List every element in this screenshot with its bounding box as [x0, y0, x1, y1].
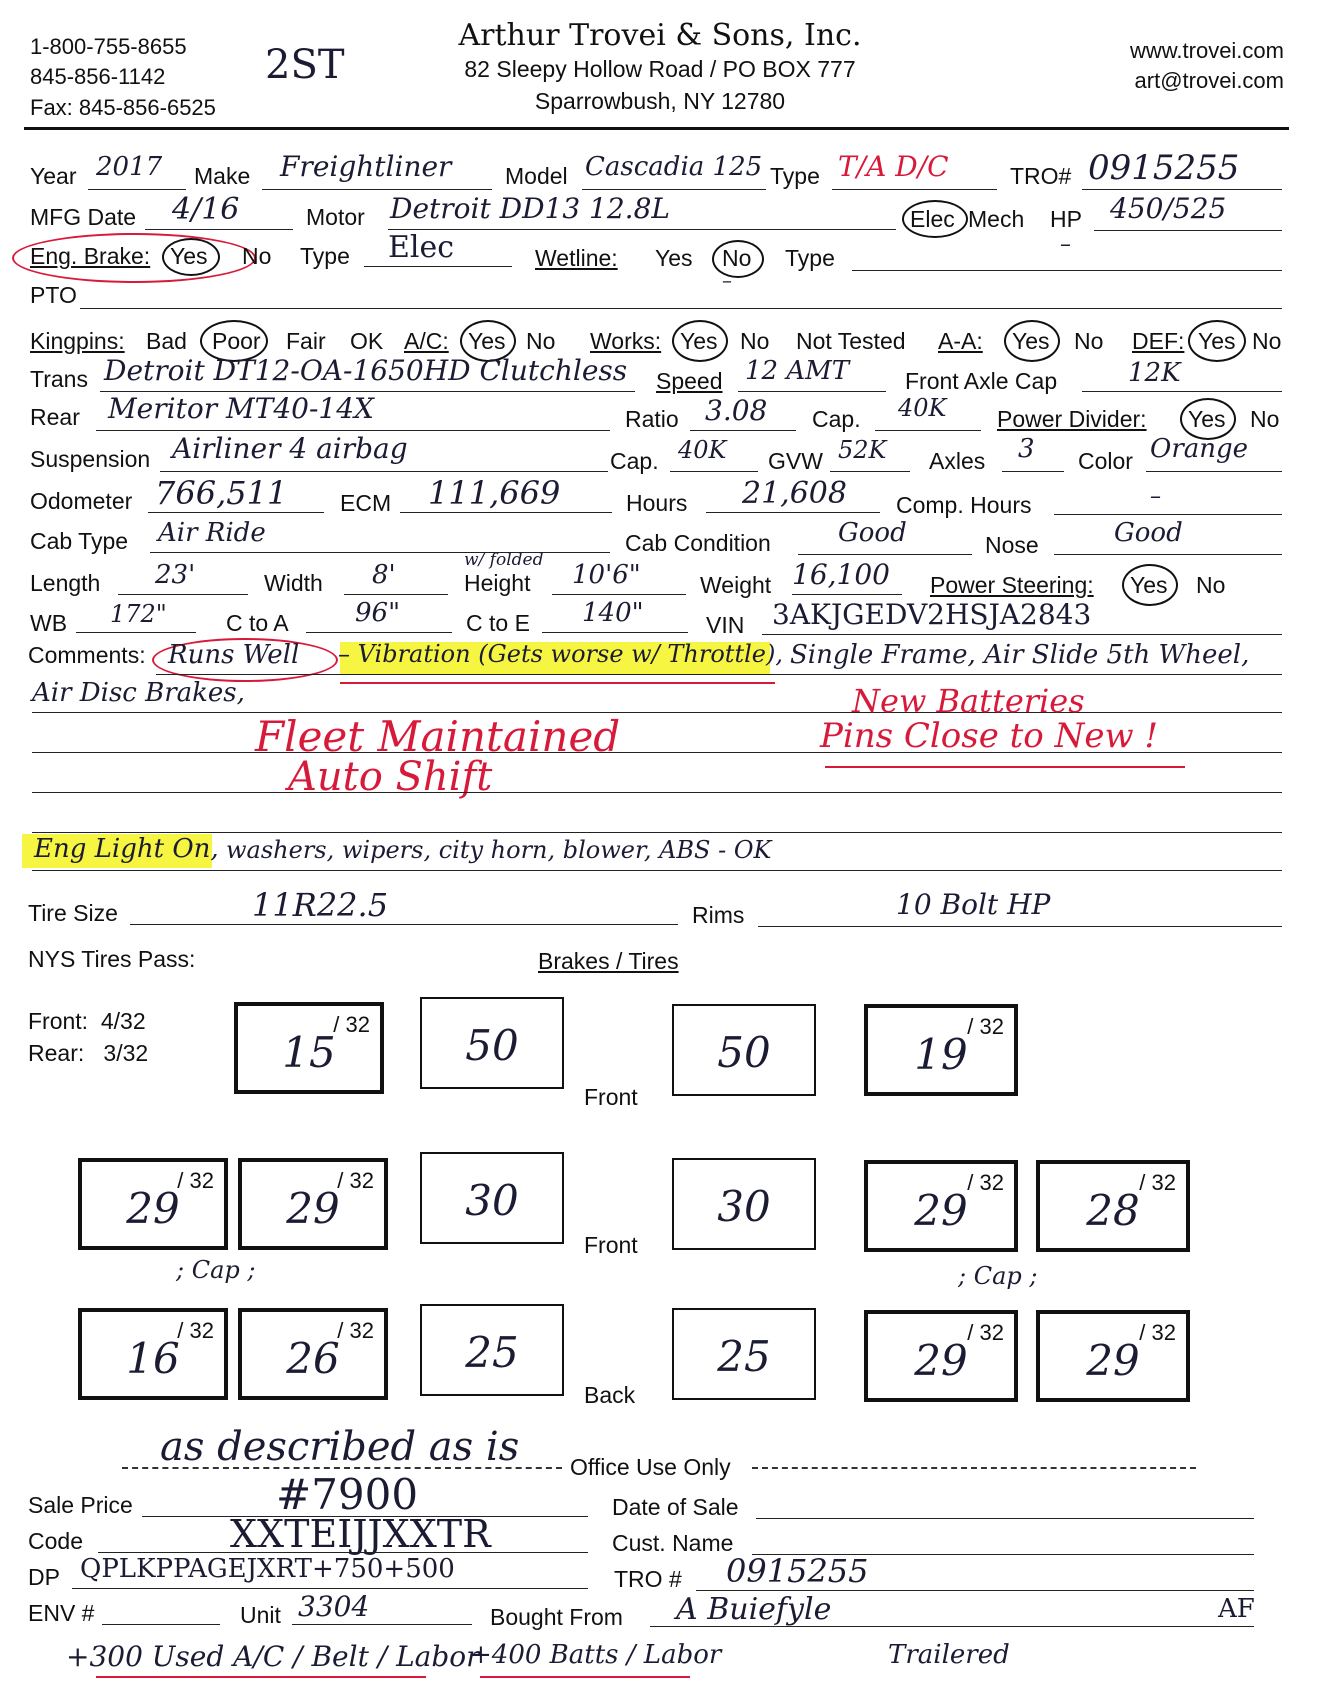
- company-address-2: Sparrowbush, NY 12780: [534, 88, 786, 114]
- wb-value: 172": [110, 600, 167, 628]
- fraction-label: / 32: [1139, 1170, 1176, 1195]
- hours-label: Hours: [626, 490, 688, 516]
- fraction-label: / 32: [1139, 1320, 1176, 1345]
- fraction-label: / 32: [337, 1318, 374, 1343]
- year-label: Year: [30, 163, 77, 189]
- tire-value: 15: [282, 1028, 336, 1077]
- tire-box-drive-rear-2: [238, 1308, 388, 1400]
- trans-label: Trans: [30, 366, 88, 392]
- sale-price-value: #7900: [276, 1470, 419, 1519]
- kingpins-label: Kingpins:: [30, 328, 125, 354]
- comment-brakes: Air Disc Brakes,: [32, 678, 245, 708]
- comment-batteries: New Batteries: [852, 682, 1085, 720]
- nose-label: Nose: [985, 532, 1039, 558]
- tire-box-drive-front-1: [78, 1158, 228, 1250]
- speed-value: 12 AMT: [745, 356, 850, 386]
- def-yes-circle: [1188, 320, 1246, 362]
- tire-box-drive-front-2: [238, 1158, 388, 1250]
- trans-value: Detroit DT12-OA-1650HD Clutchless: [104, 354, 628, 387]
- brake-value: 25: [465, 1328, 519, 1377]
- suspension-value: Airliner 4 airbag: [172, 432, 408, 465]
- gvw-value: 52K: [838, 436, 887, 464]
- kingpins-fair: Fair: [286, 328, 326, 354]
- tro2-value: 0915255: [726, 1552, 869, 1590]
- code-label: Code: [28, 1528, 83, 1554]
- nose-value: Good: [1114, 518, 1183, 548]
- footer-note-1: +300 Used A/C / Belt / Labor: [66, 1640, 480, 1673]
- tire-size-label: Tire Size: [28, 900, 118, 926]
- length-value: 23': [155, 560, 196, 590]
- power-steering-yes: Yes: [1130, 572, 1168, 598]
- works-yes-circle: [672, 320, 728, 362]
- motor-value: Detroit DD13 12.8L: [390, 192, 670, 225]
- brake-box-steer-right: [672, 1004, 816, 1096]
- comp-hours-value: –: [1150, 484, 1161, 509]
- def-label: DEF:: [1132, 328, 1185, 354]
- power-steering-no: No: [1196, 572, 1226, 598]
- vin-label: VIN: [706, 612, 745, 638]
- dp-label: DP: [28, 1564, 60, 1590]
- type-value: T/A D/C: [838, 150, 949, 183]
- front-label-2: Front: [584, 1232, 638, 1258]
- cust-name-label: Cust. Name: [612, 1530, 734, 1556]
- brake-value: 30: [717, 1182, 771, 1231]
- height-label: Height: [464, 570, 531, 596]
- aa-yes: Yes: [1012, 328, 1050, 354]
- tire-value: 28: [1086, 1186, 1140, 1235]
- comment-vibration: – Vibration (Gets worse w/ Throttle),: [338, 640, 783, 668]
- rims-value: 10 Bolt HP: [896, 888, 1051, 921]
- fraction-label: / 32: [333, 1012, 370, 1037]
- model-value: Cascadia 125: [585, 152, 763, 182]
- mfg-date-label: MFG Date: [30, 204, 137, 230]
- header-divider: [24, 127, 1289, 130]
- speed-label: Speed: [656, 368, 723, 394]
- c-to-a-label: C to A: [226, 610, 289, 636]
- width-label: Width: [264, 570, 323, 596]
- as-described-note: as described as is: [160, 1424, 520, 1470]
- front-spec: Front: 4/32: [28, 1008, 146, 1034]
- front-axle-cap-label: Front Axle Cap: [905, 368, 1058, 394]
- wetline-no: No: [722, 245, 752, 271]
- comment-runs-well: Runs Well: [168, 640, 300, 670]
- tire-value: 19: [914, 1030, 968, 1079]
- hp-value: 450/525: [1110, 192, 1227, 225]
- rear-cap-label: Cap.: [812, 406, 861, 432]
- model-label: Model: [505, 163, 568, 189]
- tro2-label: TRO #: [614, 1566, 682, 1592]
- color-label: Color: [1078, 448, 1133, 474]
- bought-from-label: Bought From: [490, 1604, 623, 1630]
- pto-label: PTO: [30, 282, 77, 308]
- initials: AF: [1218, 1594, 1255, 1624]
- footer-note-2: +400 Batts / Labor: [470, 1640, 722, 1670]
- def-no: No: [1252, 328, 1282, 354]
- aa-label: A-A:: [938, 328, 983, 354]
- tire-value: 29: [286, 1184, 340, 1233]
- wetline-yes: Yes: [655, 245, 693, 271]
- tire-box-steer-left: [234, 1002, 384, 1094]
- wetline-no-circle: [712, 240, 764, 278]
- tire-box-drive-rear-1: [78, 1308, 228, 1400]
- wetline-label: Wetline:: [535, 245, 618, 271]
- ac-yes: Yes: [468, 328, 506, 354]
- brake-value: 30: [465, 1176, 519, 1225]
- cap-note-right: ; Cap ;: [958, 1262, 1038, 1290]
- ac-label: A/C:: [404, 328, 449, 354]
- height-value: 10'6": [572, 560, 641, 590]
- eng-brake-type-label: Type: [300, 243, 350, 269]
- works-label: Works:: [590, 328, 662, 354]
- phone-2: 845-856-1142: [30, 64, 166, 89]
- eng-brake-no: No: [242, 243, 272, 269]
- fraction-label: / 32: [967, 1170, 1004, 1195]
- power-divider-yes: Yes: [1188, 406, 1226, 432]
- make-label: Make: [194, 163, 251, 189]
- tro-label: TRO#: [1010, 163, 1072, 189]
- wetline-dash: –: [722, 268, 732, 292]
- brake-value: 25: [717, 1332, 771, 1381]
- comment-frame: Single Frame, Air Slide 5th Wheel,: [790, 640, 1250, 670]
- comp-hours-label: Comp. Hours: [896, 492, 1032, 518]
- brake-box-drive-rear-right: [672, 1308, 816, 1400]
- elec-circle: [902, 200, 968, 238]
- company-name: Arthur Trovei & Sons, Inc.: [458, 18, 862, 53]
- make-value: Freightliner: [280, 150, 452, 183]
- brake-value: 50: [465, 1021, 519, 1070]
- fax-number: Fax: 845-856-6525: [30, 95, 216, 120]
- axles-label: Axles: [929, 448, 986, 474]
- suspension-label: Suspension: [30, 446, 151, 472]
- brake-box-drive-front-left: [420, 1152, 564, 1244]
- website: www.trovei.com: [1129, 38, 1284, 63]
- handwritten-tag: 2ST: [265, 42, 345, 88]
- c-to-e-value: 140": [582, 598, 644, 628]
- length-label: Length: [30, 570, 101, 596]
- comment-fleet: Fleet Maintained: [255, 712, 621, 761]
- height-note: w/ folded: [464, 550, 544, 570]
- nys-tires-pass-label: NYS Tires Pass:: [28, 946, 196, 972]
- unit-value: 3304: [298, 1590, 370, 1623]
- power-divider-no: No: [1250, 406, 1280, 432]
- hp-label: HP: [1050, 206, 1082, 232]
- odometer-label: Odometer: [30, 488, 133, 514]
- aa-no: No: [1074, 328, 1104, 354]
- comment-auto-shift: Auto Shift: [288, 754, 493, 800]
- office-use-only-heading: Office Use Only: [570, 1454, 731, 1480]
- susp-cap-label: Cap.: [610, 448, 659, 474]
- type-label: Type: [770, 163, 820, 189]
- code-value: XXTEIJJXXTR: [230, 1512, 491, 1556]
- weight-value: 16,100: [792, 558, 890, 591]
- works-no: No: [740, 328, 770, 354]
- tire-box-drive-front-4: [1036, 1160, 1190, 1252]
- motor-label: Motor: [306, 204, 365, 230]
- hp-dash: –: [1060, 232, 1071, 257]
- tro-value: 0915255: [1088, 148, 1240, 188]
- odometer-value: 766,511: [155, 474, 288, 512]
- kingpins-ok: OK: [350, 328, 384, 354]
- sale-price-label: Sale Price: [28, 1492, 133, 1518]
- tire-value: 16: [126, 1334, 180, 1383]
- kingpins-bad: Bad: [146, 328, 187, 354]
- date-of-sale-label: Date of Sale: [612, 1494, 739, 1520]
- rear-spec: Rear: 3/32: [28, 1040, 149, 1066]
- rear-label: Rear: [30, 404, 80, 430]
- works-yes: Yes: [680, 328, 718, 354]
- elec-label: Elec: [910, 206, 955, 232]
- width-value: 8': [372, 560, 396, 590]
- tire-size-value: 11R22.5: [252, 886, 389, 924]
- cab-type-value: Air Ride: [158, 518, 266, 548]
- power-steering-yes-circle: [1122, 564, 1178, 606]
- ecm-label: ECM: [340, 490, 392, 516]
- fraction-label: / 32: [967, 1014, 1004, 1039]
- env-label: ENV #: [28, 1600, 95, 1626]
- rear-value: Meritor MT40-14X: [108, 392, 374, 425]
- wetline-type-label: Type: [785, 245, 835, 271]
- wb-label: WB: [30, 610, 68, 636]
- comment-pins: Pins Close to New !: [820, 716, 1159, 756]
- eng-brake-yes: Yes: [170, 243, 208, 269]
- ecm-value: 111,669: [428, 474, 561, 512]
- rear-cap-value: 40K: [898, 394, 947, 422]
- company-address-1: 82 Sleepy Hollow Road / PO BOX 777: [464, 56, 856, 82]
- comments-label: Comments:: [28, 642, 146, 668]
- gvw-label: GVW: [768, 448, 823, 474]
- eng-brake-type-value: Elec: [388, 230, 455, 265]
- kingpins-poor: Poor: [212, 328, 261, 354]
- power-divider-label: Power Divider:: [997, 406, 1147, 432]
- c-to-a-value: 96": [355, 598, 401, 628]
- cab-condition-value: Good: [838, 518, 907, 548]
- fraction-label: / 32: [967, 1320, 1004, 1345]
- fraction-label: / 32: [177, 1168, 214, 1193]
- tire-box-drive-front-3: [864, 1160, 1018, 1252]
- weight-label: Weight: [700, 572, 772, 598]
- tire-box-steer-right: [864, 1004, 1018, 1096]
- c-to-e-label: C to E: [466, 610, 530, 636]
- aa-yes-circle: [1004, 320, 1060, 362]
- ratio-label: Ratio: [625, 406, 679, 432]
- tire-value: 29: [914, 1186, 968, 1235]
- cap-note-left: ; Cap ;: [176, 1256, 256, 1284]
- fraction-label: / 32: [177, 1318, 214, 1343]
- axles-value: 3: [1018, 434, 1035, 464]
- footer-note-3: Trailered: [888, 1640, 1010, 1670]
- rims-label: Rims: [692, 902, 745, 928]
- fraction-label: / 32: [337, 1168, 374, 1193]
- ac-no: No: [526, 328, 556, 354]
- color-value: Orange: [1150, 434, 1249, 464]
- mech-label: Mech: [968, 206, 1025, 232]
- email: art@trovei.com: [1134, 68, 1284, 93]
- comment-eng-light: Eng Light On,: [34, 834, 219, 864]
- tire-box-drive-rear-3: [864, 1310, 1018, 1402]
- bought-from-value: A Buiefyle: [676, 1592, 832, 1627]
- tire-box-drive-rear-4: [1036, 1310, 1190, 1402]
- def-yes: Yes: [1198, 328, 1236, 354]
- mfg-date-value: 4/16: [172, 192, 240, 227]
- brakes-tires-heading: Brakes / Tires: [538, 948, 679, 974]
- works-not-tested: Not Tested: [796, 328, 906, 354]
- tire-value: 29: [1086, 1336, 1140, 1385]
- front-label-1: Front: [584, 1084, 638, 1110]
- dp-value: QPLKPPAGEJXRT+750+500: [80, 1554, 455, 1584]
- brake-value: 50: [717, 1028, 771, 1077]
- susp-cap-value: 40K: [678, 436, 727, 464]
- tire-value: 29: [126, 1184, 180, 1233]
- brake-box-steer-left: [420, 997, 564, 1089]
- power-steering-label: Power Steering:: [930, 572, 1094, 598]
- brake-box-drive-front-right: [672, 1158, 816, 1250]
- brake-box-drive-rear-left: [420, 1304, 564, 1396]
- back-label: Back: [584, 1382, 636, 1408]
- hours-value: 21,608: [742, 476, 847, 511]
- tire-value: 29: [914, 1336, 968, 1385]
- unit-label: Unit: [240, 1602, 281, 1628]
- year-value: 2017: [96, 152, 163, 182]
- vin-value: 3AKJGEDV2HSJA2843: [772, 598, 1092, 631]
- cab-condition-label: Cab Condition: [625, 530, 771, 556]
- front-axle-cap-value: 12K: [1128, 358, 1181, 388]
- tire-value: 26: [286, 1334, 340, 1383]
- phone-1: 1-800-755-8655: [30, 34, 187, 59]
- eng-brake-yes-circle: [162, 238, 220, 276]
- comment-checks: washers, wipers, city horn, blower, ABS - OK: [226, 836, 772, 864]
- eng-brake-label: Eng. Brake:: [30, 243, 151, 269]
- ratio-value: 3.08: [705, 394, 768, 427]
- cab-type-label: Cab Type: [30, 528, 129, 554]
